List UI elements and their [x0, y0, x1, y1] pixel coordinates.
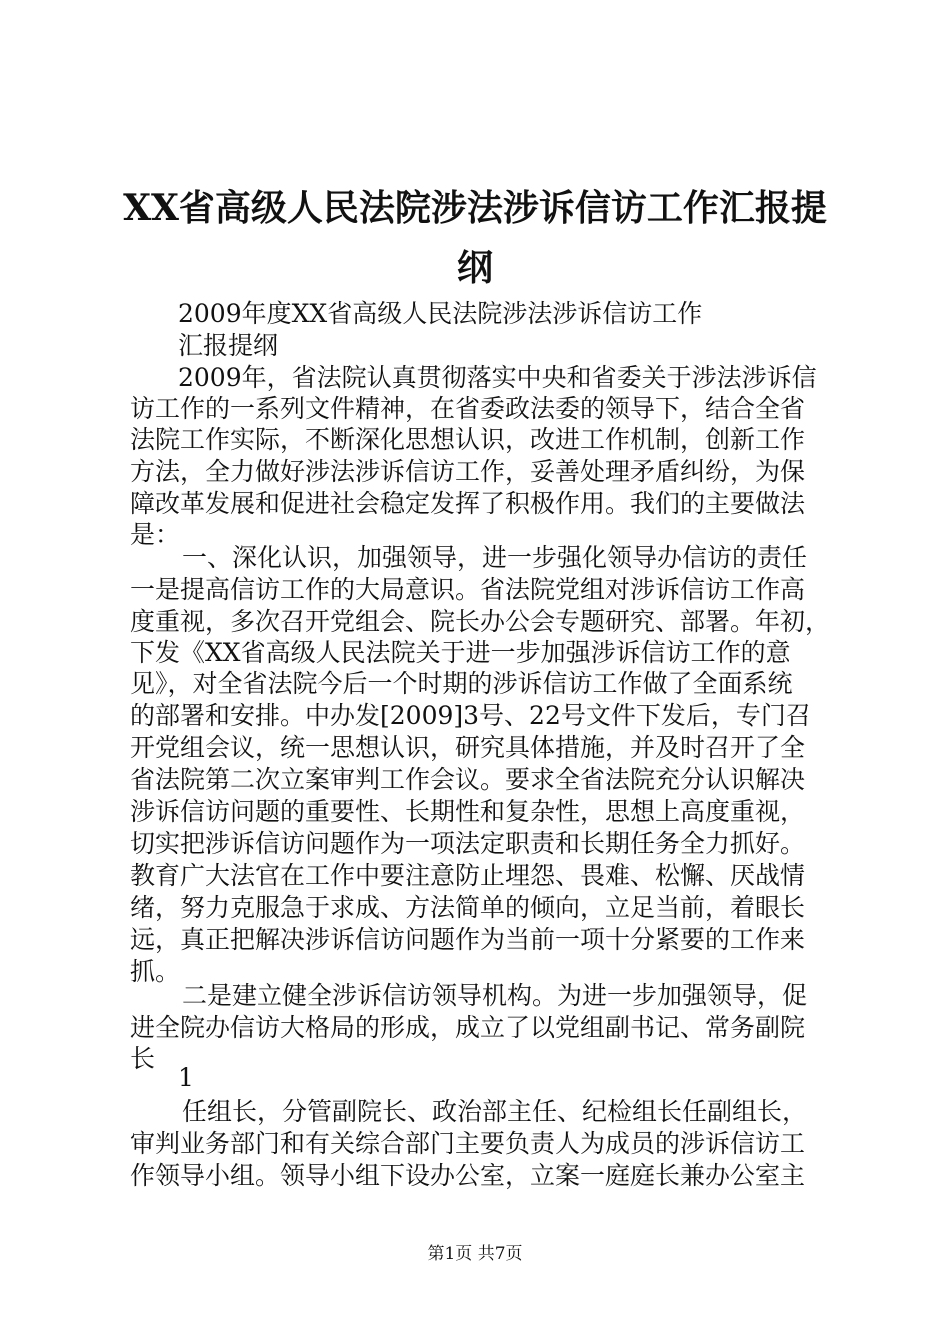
body-line: 度重视，多次召开党组会、院长办公会专题研究、部署。年初， — [130, 607, 831, 636]
body-line: 作领导小组。领导小组下设办公室，立案一庭庭长兼办公室主 — [130, 1161, 806, 1190]
body-line: 方法，全力做好涉法涉诉信访工作，妥善处理矛盾纠纷，为保 — [130, 457, 806, 486]
body-line: 教育广大法官在工作中要注意防止埋怨、畏难、松懈、厌战情 — [130, 861, 806, 890]
page-footer: 第1页 共7页 — [427, 1244, 523, 1264]
body-line: 见》，对全省法院今后一个时期的涉诉信访工作做了全面系统 — [130, 669, 793, 698]
body-line: 下发《XX省高级人民法院关于进一步加强涉诉信访工作的意 — [130, 638, 791, 667]
body-line: 二是建立健全涉诉信访领导机构。为进一步加强领导，促 — [182, 981, 808, 1010]
body-line: 一是提高信访工作的大局意识。省法院党组对涉诉信访工作高 — [130, 575, 806, 604]
document-title-line-1: XX省高级人民法院涉法涉诉信访工作汇报提 — [123, 187, 827, 229]
body-line: 审判业务部门和有关综合部门主要负责人为成员的涉诉信访工 — [130, 1129, 806, 1158]
body-line: 涉诉信访问题的重要性、长期性和复杂性，思想上高度重视， — [130, 797, 806, 826]
document-title-line-2: 纲 — [456, 247, 493, 289]
body-line: 远，真正把解决涉诉信访问题作为当前一项十分紧要的工作来 — [130, 925, 806, 954]
page-marker: 1 — [178, 1063, 194, 1092]
body-line: 2009年度XX省高级人民法院涉法涉诉信访工作 — [178, 299, 703, 328]
body-line: 切实把涉诉信访问题作为一项法定职责和长期任务全力抓好。 — [130, 829, 806, 858]
body-line: 任组长，分管副院长、政治部主任、纪检组长任副组长， — [182, 1097, 808, 1126]
body-line: 省法院第二次立案审判工作会议。要求全省法院充分认识解决 — [130, 765, 806, 794]
body-line: 的部署和安排。中办发[2009]3号、22号文件下发后，专门召 — [130, 701, 811, 730]
body-line: 绪，努力克服急于求成、方法简单的倾向，立足当前，着眼长 — [130, 893, 806, 922]
body-line: 法院工作实际，不断深化思想认识，改进工作机制，创新工作 — [130, 425, 806, 454]
body-line: 2009年，省法院认真贯彻落实中央和省委关于涉法涉诉信 — [178, 363, 817, 392]
body-line: 开党组会议，统一思想认识，研究具体措施，并及时召开了全 — [130, 733, 806, 762]
body-line: 障改革发展和促进社会稳定发挥了积极作用。我们的主要做法 — [130, 489, 806, 518]
body-line: 抓。 — [130, 957, 181, 986]
body-line: 进全院办信访大格局的形成，成立了以党组副书记、常务副院 — [130, 1013, 806, 1042]
body-line: 长 — [130, 1044, 156, 1073]
body-line: 一、深化认识，加强领导，进一步强化领导办信访的责任 — [182, 543, 808, 572]
body-line: 访工作的一系列文件精神，在省委政法委的领导下，结合全省 — [130, 394, 806, 423]
body-line: 汇报提纲 — [178, 331, 279, 360]
body-line: 是： — [130, 520, 181, 549]
